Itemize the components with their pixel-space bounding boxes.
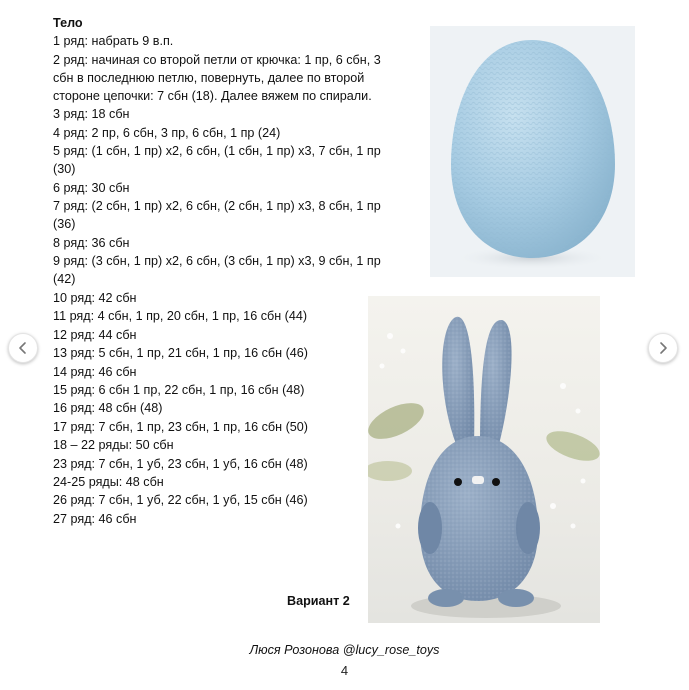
page-number: 4 [340,663,349,678]
pattern-row: 24-25 ряды: 48 сбн [53,475,164,490]
egg-body-photo [430,26,635,277]
previous-button[interactable] [8,333,38,363]
pattern-row: (36) [53,217,76,232]
pattern-row: 26 ряд: 7 сбн, 1 уб, 22 сбн, 1 уб, 15 сбн (46) [53,493,308,508]
pattern-row: 9 ряд: (3 сбн, 1 пр) х2, 6 сбн, (3 сбн, 1 пр) х3, 9 сбн, 1 пр [53,253,381,268]
pattern-row: 3 ряд: 18 сбн [53,107,130,122]
pattern-row: 4 ряд: 2 пр, 6 сбн, 3 пр, 6 сбн, 1 пр (24) [53,125,281,140]
bunny-photo [368,296,600,623]
pattern-row: 5 ряд: (1 сбн, 1 пр) х2, 6 сбн, (1 сбн, 1 пр) х3, 7 сбн, 1 пр [53,144,381,159]
section-heading: Тело [53,16,83,30]
egg-illustration [430,26,635,277]
chevron-left-icon [16,341,30,355]
bunny-illustration [368,296,600,623]
pattern-row: (42) [53,272,76,287]
pattern-row: 1 ряд: набрать 9 в.п. [53,34,174,49]
pattern-row: 23 ряд: 7 сбн, 1 уб, 23 сбн, 1 уб, 16 сбн (48) [53,456,308,471]
pattern-row: 2 ряд: начиная со второй петли от крючка: 1 пр, 6 сбн, 3 [53,52,381,67]
author-credit: Люся Розонова @lucy_rose_toys [249,643,440,657]
pattern-row: 13 ряд: 5 сбн, 1 пр, 21 сбн, 1 пр, 16 сбн (46) [53,346,308,361]
pattern-row: 14 ряд: 46 сбн [53,364,137,379]
pattern-row: 17 ряд: 7 сбн, 1 пр, 23 сбн, 1 пр, 16 сбн (50) [53,419,308,434]
pattern-row: (30) [53,162,76,177]
pattern-row: 8 ряд: 36 сбн [53,235,130,250]
pattern-row: 6 ряд: 30 сбн [53,180,130,195]
pattern-row: 18 – 22 ряды: 50 сбн [53,438,174,453]
photo-caption: Вариант 2 [287,594,350,608]
pattern-row: 27 ряд: 46 сбн [53,511,137,526]
pattern-text-lower [53,289,353,528]
chevron-right-icon [656,341,670,355]
pattern-row: 12 ряд: 44 сбн [53,327,137,342]
pattern-row: 16 ряд: 48 сбн (48) [53,401,163,416]
pattern-text-upper [53,14,413,288]
pattern-row: 15 ряд: 6 сбн 1 пр, 22 сбн, 1 пр, 16 сбн (48) [53,383,305,398]
next-button[interactable] [648,333,678,363]
pattern-row: 10 ряд: 42 сбн [53,291,137,305]
pattern-row: стороне цепочки: 7 сбн (18). Далее вяжем по спирали. [53,89,372,104]
pattern-row: 11 ряд: 4 сбн, 1 пр, 20 сбн, 1 пр, 16 сбн (44) [53,309,308,324]
pattern-row: 7 ряд: (2 сбн, 1 пр) х2, 6 сбн, (2 сбн, 1 пр) х3, 8 сбн, 1 пр [53,198,381,213]
pattern-row: сбн в последнюю петлю, повернуть, далее по второй [53,70,365,85]
